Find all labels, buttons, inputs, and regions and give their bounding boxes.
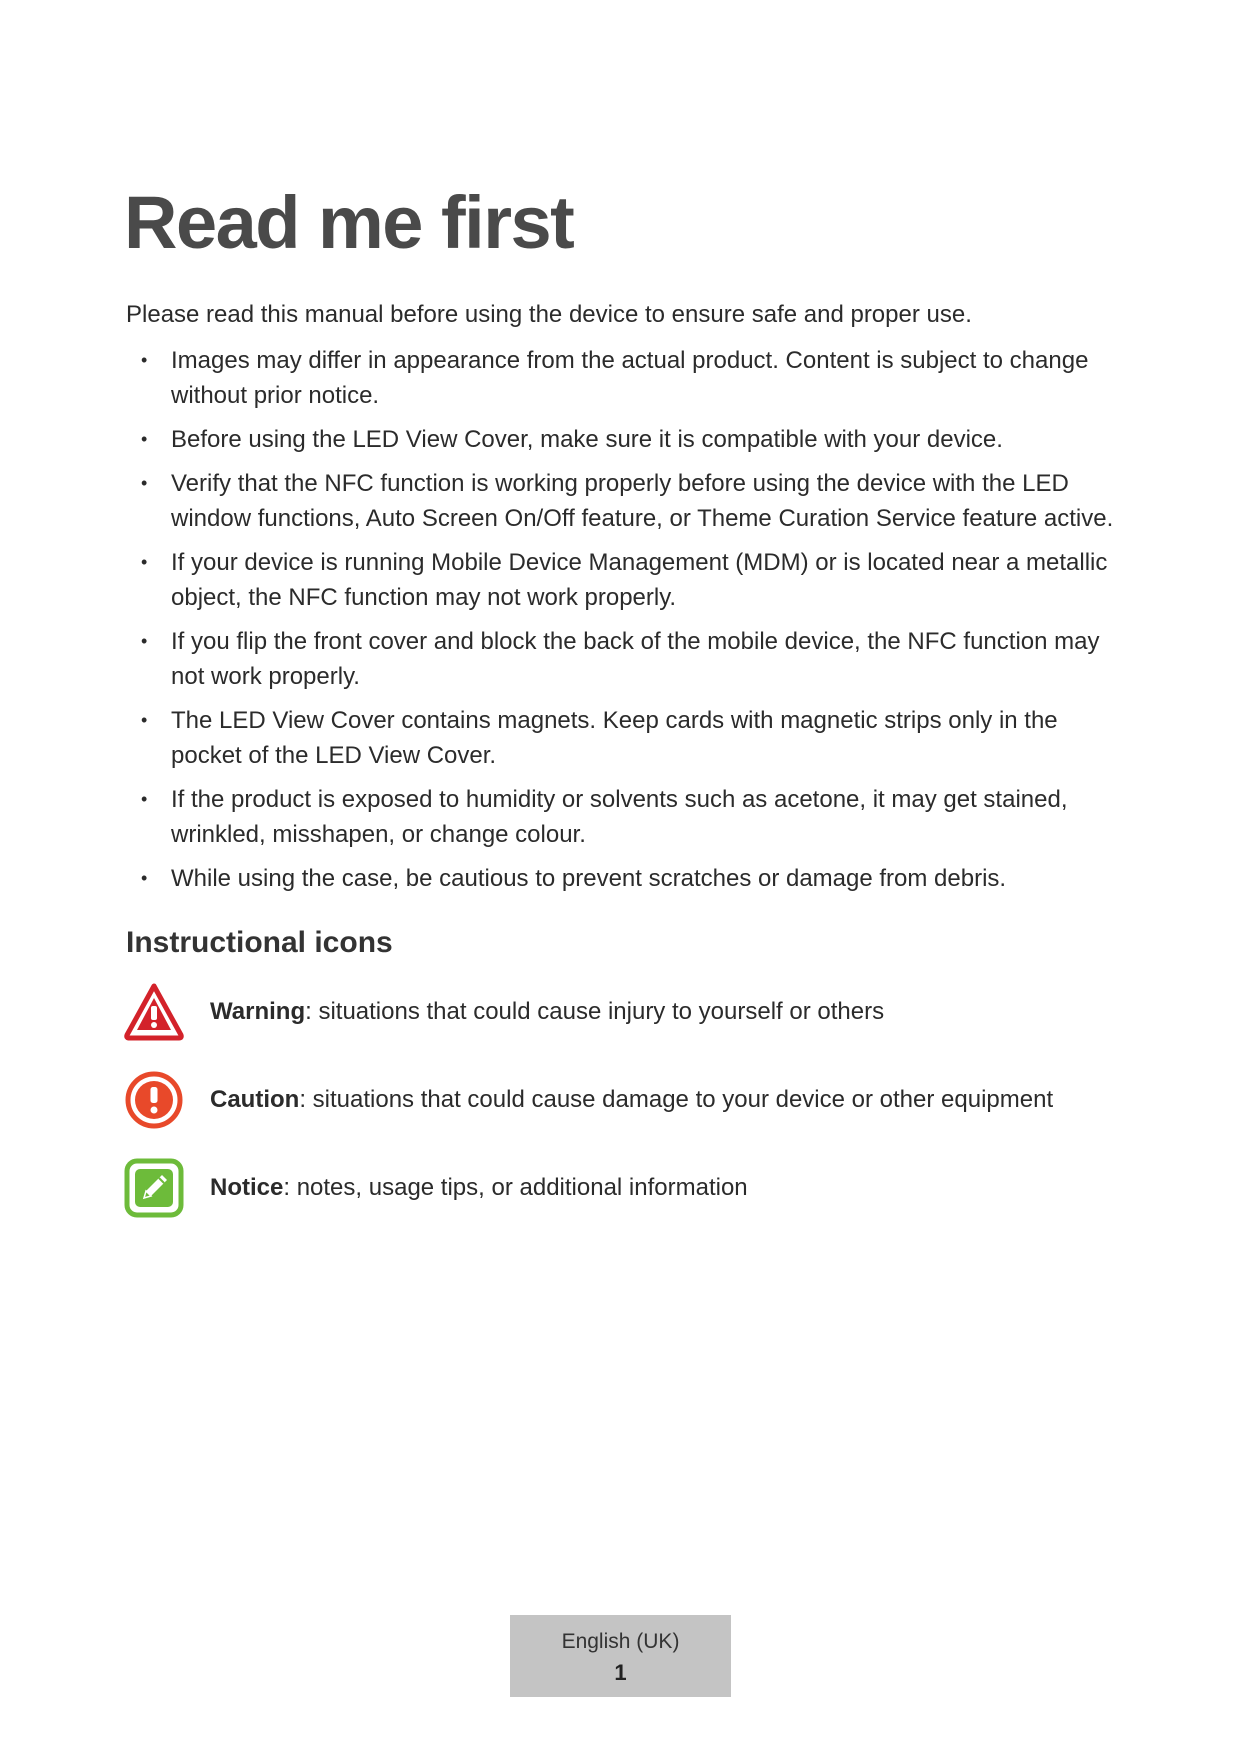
list-item: [126, 343, 1126, 413]
page-title: Read me first: [124, 181, 574, 264]
bullet-dot: •: [141, 429, 148, 449]
list-item-text: While using the case, be cautious to prevent scratches or damage from debris.: [171, 865, 1007, 892]
list-item: [126, 466, 1126, 536]
bullet-list: [126, 343, 1126, 905]
notice-pencil-icon: [124, 1158, 184, 1218]
page-footer: [510, 1615, 731, 1697]
list-item: [126, 545, 1126, 615]
warning-triangle-icon: [124, 982, 184, 1042]
list-item-text: Images may differ in appearance from the actual product. Content is subject to change without prior notice.: [171, 347, 1089, 409]
bullet-dot: •: [141, 868, 148, 888]
bullet-dot: •: [141, 552, 148, 572]
list-item-text: Verify that the NFC function is working properly before using the device with the LED window functions, Auto Screen On/Off feature, or Theme Curation Service feature active.: [171, 470, 1114, 532]
bullet-dot: •: [141, 473, 148, 493]
list-item: [126, 703, 1126, 773]
bullet-dot: •: [141, 789, 148, 809]
notice-row: [124, 1158, 1124, 1218]
intro-text: Please read this manual before using the device to ensure safe and proper use.: [126, 301, 972, 328]
list-item-text: If the product is exposed to humidity or solvents such as acetone, it may get stained, wrinkled, misshapen, or change colour.: [171, 786, 1068, 848]
list-item: [126, 422, 1126, 457]
warning-text: : situations that could cause injury to yourself or others: [305, 998, 885, 1025]
caution-text: : situations that could cause damage to your device or other equipment: [299, 1086, 1054, 1113]
list-item: [126, 624, 1126, 694]
notice-text: : notes, usage tips, or additional information: [283, 1174, 748, 1201]
caution-description: [210, 1085, 1053, 1115]
bullet-dot: •: [141, 350, 148, 370]
page-number: 1: [614, 1660, 627, 1685]
caution-circle-icon: [124, 1070, 184, 1130]
notice-label: Notice: [210, 1174, 284, 1201]
bullet-dot: •: [141, 631, 148, 651]
warning-label: Warning: [210, 998, 306, 1025]
list-item: [126, 861, 1126, 896]
footer-language: English (UK): [561, 1630, 680, 1653]
list-item-text: The LED View Cover contains magnets. Keep cards with magnetic strips only in the pocket of the LED View Cover.: [171, 707, 1058, 769]
list-item-text: Before using the LED View Cover, make sure it is compatible with your device.: [171, 426, 1003, 453]
warning-description: [210, 997, 884, 1027]
warning-row: [124, 982, 1124, 1042]
caution-row: [124, 1070, 1124, 1130]
list-item: [126, 782, 1126, 852]
section-title-instructional-icons: Instructional icons: [126, 926, 393, 959]
caution-label: Caution: [210, 1086, 300, 1113]
list-item-text: If your device is running Mobile Device Management (MDM) or is located near a metallic object, the NFC function may not work properly.: [171, 549, 1108, 611]
bullet-dot: •: [141, 710, 148, 730]
list-item-text: If you flip the front cover and block the back of the mobile device, the NFC function may not work properly.: [171, 628, 1100, 690]
notice-description: [210, 1173, 748, 1203]
